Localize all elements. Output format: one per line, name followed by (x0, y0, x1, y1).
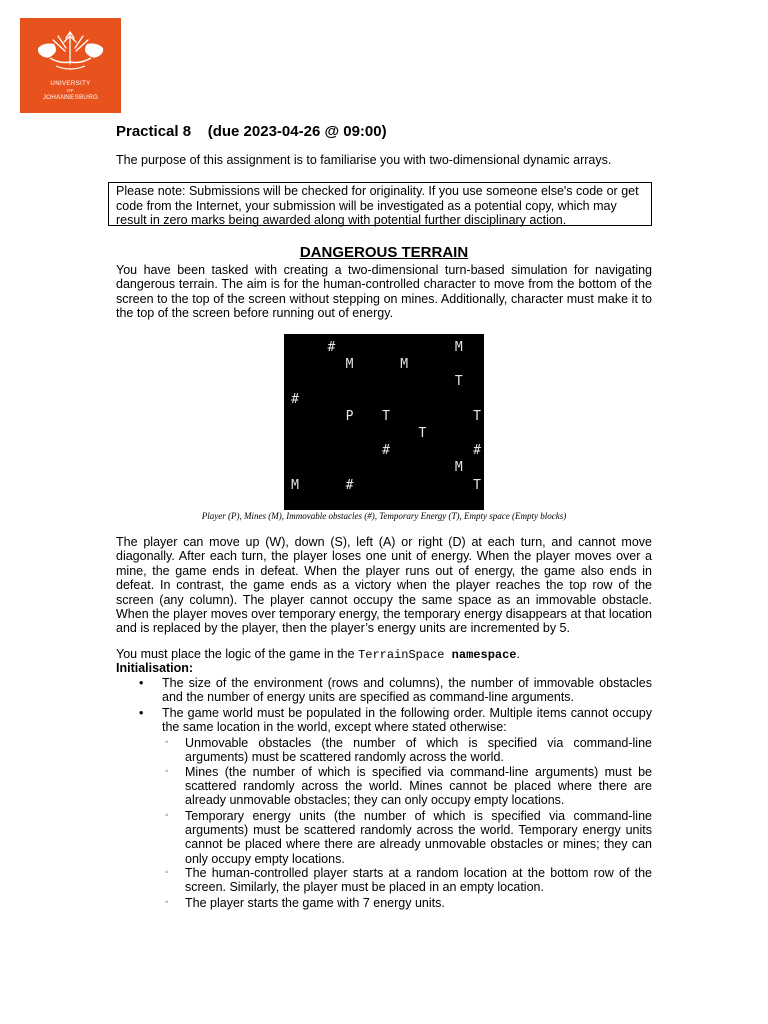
sub-list-item-text: The player starts the game with 7 energy units. (185, 896, 445, 910)
sub-list-item (165, 765, 652, 808)
sub-list-item (165, 809, 652, 866)
sub-list-item-text: The human-controlled player starts at a random location at the bottom row of the screen. Similarly, the player must be placed in an empty location. (185, 866, 652, 895)
obstacle-cell: # (291, 391, 299, 407)
logo-text-university: UNIVERSITY (50, 80, 91, 87)
player-cell: P (345, 408, 354, 424)
energy-cell: T (382, 408, 390, 424)
list-item (139, 706, 652, 735)
sub-bullet-icon: ◦ (165, 810, 169, 821)
grid-caption: Player (P), Mines (M), Immovable obstacles (#), Temporary Energy (T), Empty space (Empty blocks) (201, 511, 567, 521)
sub-bullet-icon: ◦ (165, 897, 169, 908)
list-item (139, 676, 652, 705)
logo-text-of: OF (67, 88, 74, 93)
sub-bullet-icon: ◦ (165, 737, 169, 748)
obstacle-cell: # (327, 340, 336, 355)
mine-cell: M (345, 357, 354, 373)
bullet-icon: • (139, 706, 144, 720)
namespace-prefix: You must place the logic of the game in the (116, 647, 359, 661)
rules-paragraph: The player can move up (W), down (S), left (A) or right (D) at each turn, and cannot move diagonally. After each turn, the player loses one unit of energy. When the player moves over a mine, the game ends in defeat. When the player runs out of energy, the game also ends in defeat. In contrast, the game ends as a victory when the player reaches the top row of the screen (any column). The player cannot occupy the same space as an immovable obstacle. When the player moves over temporary energy, the temporary energy disappears at that location and is replaced by the player, then the player’s energy units are incremented by 5. (116, 535, 652, 636)
originality-note: Please note: Submissions will be checked for originality. If you use someone else's code or get code from the Internet, your submission will be investigated as a potential copy, which may result in zero marks being awarded along with potential further disciplinary action. (108, 182, 652, 226)
purpose-text: The purpose of this assignment is to familiarise you with two-dimensional dynamic arrays. (116, 153, 612, 167)
sub-list-item-text: Unmovable obstacles (the number of which is specified via command-line arguments) must be scattered randomly across the world. (185, 736, 652, 765)
sub-list-item-text: Mines (the number of which is specified via command-line arguments) must be scattered randomly across the world. Mines cannot be placed where there are already unmovable obstacles; they can only occupy empty locations. (185, 765, 652, 808)
energy-cell: T (454, 374, 463, 390)
obstacle-cell: # (473, 443, 481, 459)
obstacle-cell: # (382, 443, 390, 459)
mine-cell: M (400, 357, 409, 373)
energy-cell: T (418, 426, 427, 441)
practical-title: Practical 8 (due 2023-04-26 @ 09:00) (116, 123, 387, 140)
logo-text-johannesburg: JOHANNESBURG (42, 94, 99, 101)
mine-cell: M (291, 477, 299, 493)
initialisation-heading: Initialisation: (116, 661, 194, 675)
namespace-suffix: . (516, 647, 520, 661)
namespace-name: TerrainSpace (358, 648, 445, 662)
bullet-icon: • (139, 676, 144, 690)
terrain-grid-image (284, 334, 484, 510)
sub-list-item (165, 866, 652, 895)
mine-cell: M (454, 340, 463, 355)
section-heading: DANGEROUS TERRAIN (299, 244, 469, 261)
sub-list-item (165, 896, 652, 910)
sub-bullet-icon: ◦ (165, 867, 169, 878)
university-logo (20, 18, 121, 113)
list-item-text: The game world must be populated in the following order. Multiple items cannot occupy the same location in the world, except where stated otherwise: (162, 706, 652, 735)
energy-cell: T (473, 477, 481, 493)
energy-cell: T (473, 408, 481, 424)
namespace-keyword: namespace (444, 648, 517, 662)
crest-icon (20, 18, 121, 80)
mine-cell: M (454, 460, 463, 476)
sub-list-item-text: Temporary energy units (the number of which is specified via command-line arguments) must be scattered randomly across the world. Temporary energy units cannot be placed where there are already unmovable obstacles or mines; they can only occupy empty locations. (185, 809, 652, 866)
intro-paragraph: You have been tasked with creating a two-dimensional turn-based simulation for navigating dangerous terrain. The aim is for the human-controlled character to move from the bottom of the screen to the top of the screen without stepping on mines. Additionally, character must make it to the top of the screen before running out of energy. (116, 263, 652, 321)
list-item-text: The size of the environment (rows and columns), the number of immovable obstacles and the number of energy units are specified as command-line arguments. (162, 676, 652, 705)
obstacle-cell: # (345, 477, 354, 493)
namespace-line (116, 647, 520, 662)
sub-bullet-icon: ◦ (165, 766, 169, 777)
sub-list-item (165, 736, 652, 765)
